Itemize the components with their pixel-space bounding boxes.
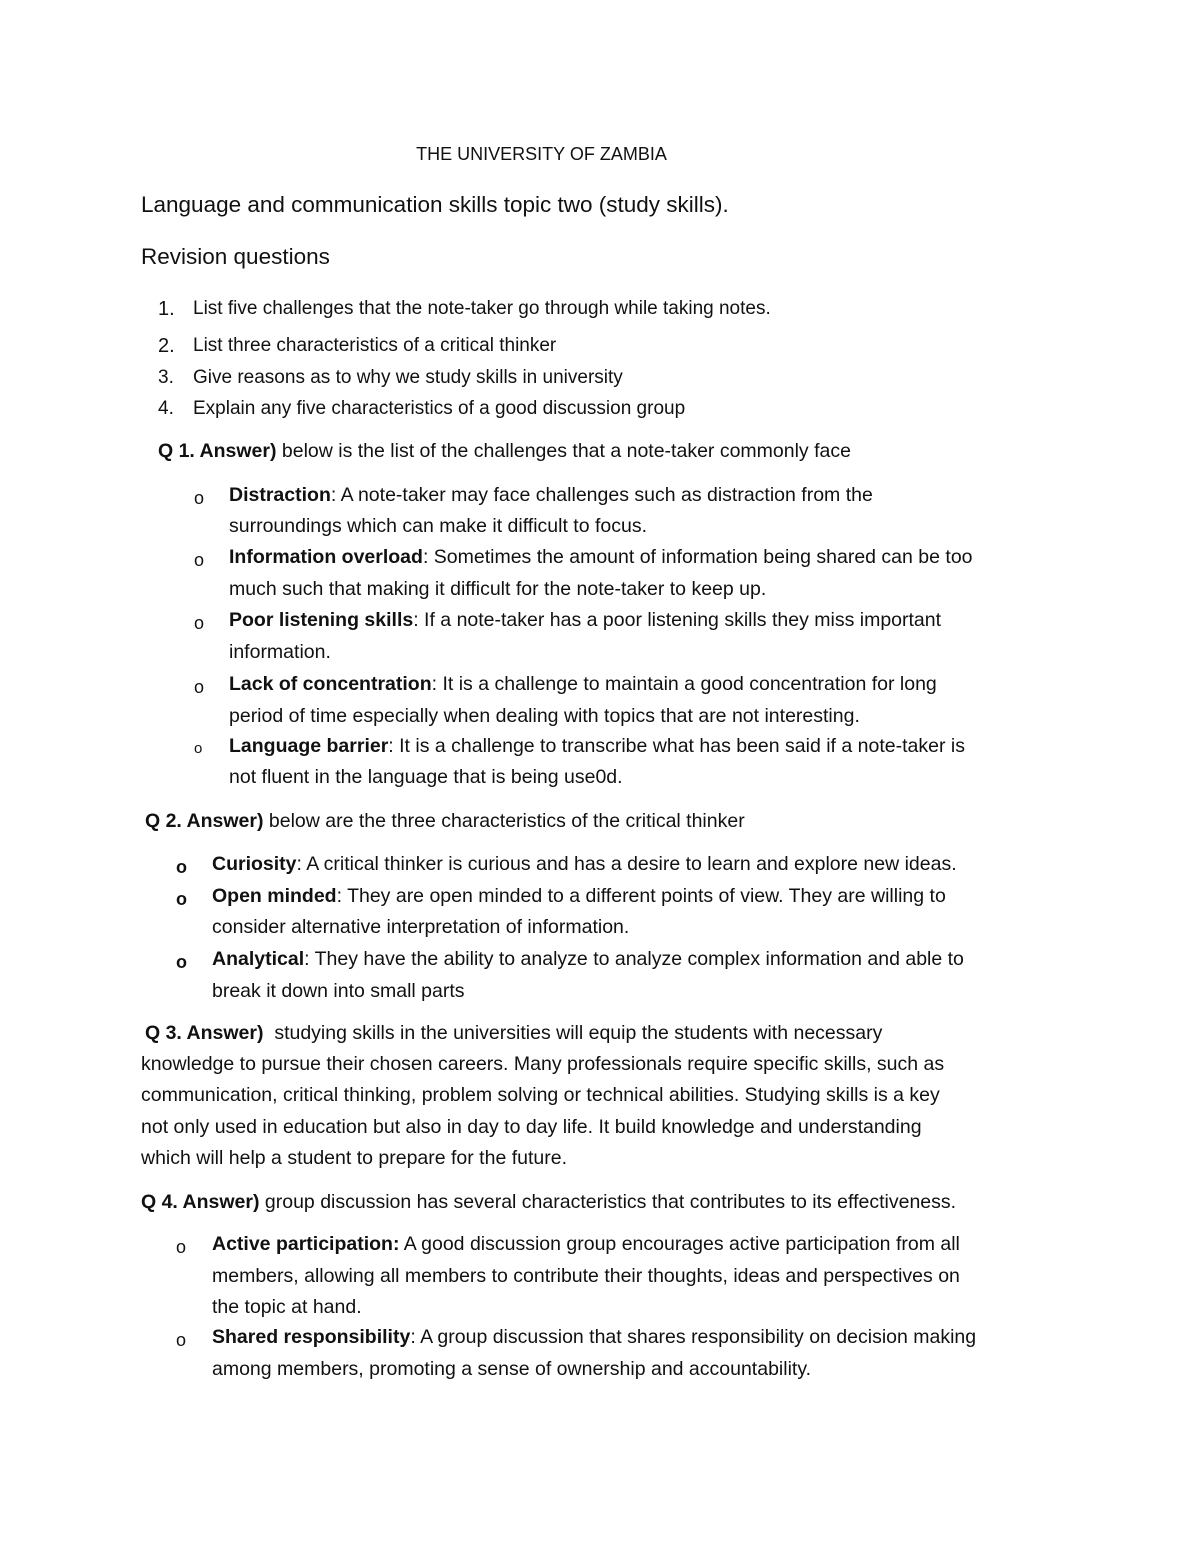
question-number: 3. (158, 367, 174, 388)
item-text-cont: information. (229, 641, 331, 663)
item-text-cont: the topic at hand. (212, 1296, 362, 1318)
item-text: A good discussion group encourages active participation from all (399, 1233, 960, 1255)
answer-intro: below is the list of the challenges that a note-taker commonly face (276, 440, 851, 462)
item-text: : A note-taker may face challenges such as distraction from the (330, 484, 873, 506)
answer-intro: group discussion has several characteristics that contributes to its effectiveness. (259, 1191, 957, 1213)
paragraph-line: which will help a student to prepare for the future. (141, 1147, 567, 1169)
item-text: : It is a challenge to transcribe what has been said if a note-taker is (388, 735, 965, 757)
answer-heading (145, 810, 745, 833)
item-term: Shared responsibility (212, 1326, 411, 1348)
answer-heading (158, 440, 851, 463)
question-text: List three characteristics of a critical thinker (193, 335, 557, 356)
item-text-cont: break it down into small parts (212, 980, 465, 1002)
bullet-icon: o (194, 550, 205, 570)
page-title: THE UNIVERSITY OF ZAMBIA (416, 144, 667, 164)
item-text: : Sometimes the amount of information being shared can be too (422, 546, 973, 568)
question-text: Give reasons as to why we study skills in university (193, 367, 623, 388)
bullet-icon: o (176, 1237, 187, 1257)
item-term: Active participation: (212, 1233, 400, 1255)
question-number: 1. (158, 298, 175, 320)
item-text-cont: members, allowing all members to contribute their thoughts, ideas and perspectives on (212, 1265, 960, 1287)
item-text: : A group discussion that shares responsibility on decision making (410, 1326, 977, 1348)
list-item (212, 885, 946, 908)
paragraph-line: knowledge to pursue their chosen careers. Many professionals require specific skills, such as (141, 1053, 945, 1075)
document-subtitle: Language and communication skills topic two (study skills). (141, 192, 729, 217)
item-text: : They are open minded to a different points of view. They are willing to (336, 885, 946, 907)
paragraph-line: not only used in education but also in day to day life. It build knowledge and understanding (141, 1116, 922, 1138)
item-text: : They have the ability to analyze to analyze complex information and able to (304, 948, 964, 970)
item-term: Poor listening skills (229, 609, 414, 631)
list-item (212, 948, 964, 971)
list-item (229, 484, 873, 507)
item-term: Information overload (229, 546, 423, 568)
item-term: Analytical (212, 948, 305, 970)
question-number: 2. (158, 335, 175, 357)
answer-heading (141, 1191, 956, 1214)
bullet-icon: o (194, 488, 205, 508)
question-text: List five challenges that the note-taker go through while taking notes. (193, 298, 771, 319)
item-term: Language barrier (229, 735, 389, 757)
answer-intro: below are the three characteristics of the critical thinker (263, 810, 745, 832)
bullet-icon: o (194, 740, 203, 757)
list-item (229, 546, 973, 569)
question-text: Explain any five characteristics of a good discussion group (193, 398, 686, 419)
bullet-icon: o (194, 613, 205, 633)
item-term: Curiosity (212, 853, 297, 875)
bullet-icon: o (194, 677, 205, 697)
item-term: Open minded (212, 885, 337, 907)
item-text-cont: surroundings which can make it difficult to focus. (229, 515, 648, 537)
item-text: : It is a challenge to maintain a good concentration for long (431, 673, 937, 695)
item-text-cont: not fluent in the language that is being use0d. (229, 766, 623, 788)
bullet-icon: o (176, 1330, 187, 1350)
item-text-cont: much such that making it difficult for the note-taker to keep up. (229, 578, 767, 600)
section-heading: Revision questions (141, 244, 330, 269)
bullet-icon: o (176, 952, 187, 972)
answer-label: Q 1. Answer) (158, 440, 277, 462)
list-item (229, 735, 965, 758)
paragraph-line: communication, critical thinking, problem solving or technical abilities. Studying skills is a key (141, 1084, 940, 1106)
item-text: : If a note-taker has a poor listening skills they miss important (413, 609, 942, 631)
paragraph-line (145, 1022, 882, 1045)
bullet-icon: o (176, 857, 187, 877)
paragraph-text: studying skills in the universities will equip the students with necessary (263, 1022, 883, 1044)
question-number: 4. (158, 398, 174, 419)
list-item (229, 609, 941, 632)
list-item (212, 1326, 976, 1349)
list-item (229, 673, 937, 696)
answer-label: Q 4. Answer) (141, 1191, 260, 1213)
answer-label: Q 3. Answer) (145, 1022, 264, 1044)
list-item (212, 1233, 960, 1256)
item-term: Distraction (229, 484, 331, 506)
item-text-cont: period of time especially when dealing with topics that are not interesting. (229, 705, 860, 727)
list-item (212, 853, 957, 876)
item-text-cont: consider alternative interpretation of information. (212, 916, 630, 938)
item-text-cont: among members, promoting a sense of ownership and accountability. (212, 1358, 812, 1380)
item-term: Lack of concentration (229, 673, 432, 695)
answer-label: Q 2. Answer) (145, 810, 264, 832)
item-text: : A critical thinker is curious and has a desire to learn and explore new ideas. (296, 853, 957, 875)
bullet-icon: o (176, 889, 187, 909)
